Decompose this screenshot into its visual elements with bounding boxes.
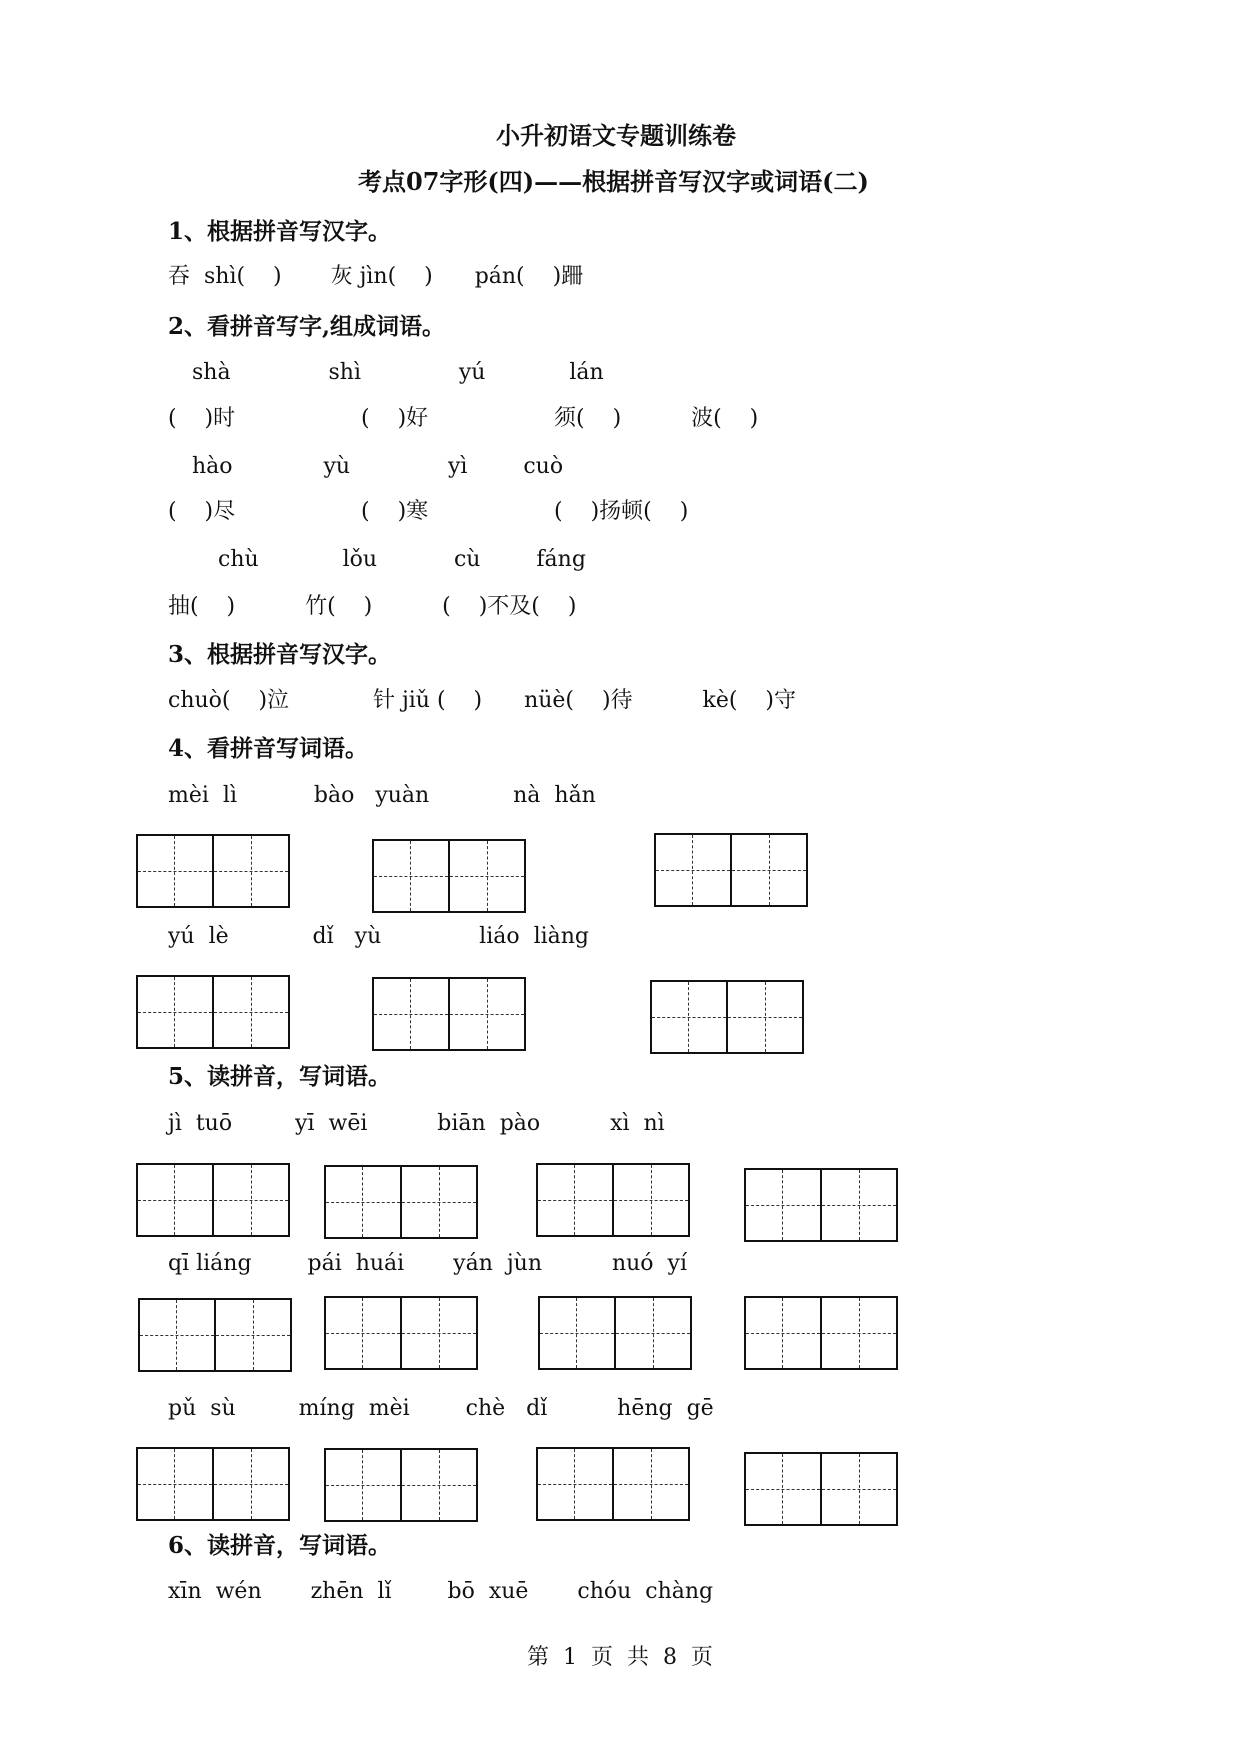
question-3-heading: 3、根据拼音写汉字。	[168, 641, 392, 668]
tianzige-box[interactable]	[744, 1168, 898, 1242]
question-2-row3-text: 抽( ) 竹( ) ( )不及( )	[168, 594, 577, 619]
question-2-row1-text: ( )时 ( )好 须( ) 波( )	[168, 406, 759, 431]
question-5-heading: 5、读拼音，写词语。	[168, 1063, 392, 1090]
question-6-row1-pinyin: xīn wén zhēn lǐ bō xuē chóu chàng	[168, 1579, 714, 1604]
tianzige-box[interactable]	[650, 980, 804, 1054]
tianzige-box[interactable]	[372, 839, 526, 913]
question-1-line: 吞 shì( ) 灰 jìn( ) pán( )跚	[168, 264, 584, 289]
tianzige-box[interactable]	[538, 1296, 692, 1370]
question-5-row1-pinyin: jì tuō yī wēi biān pào xì nì	[168, 1111, 665, 1136]
tianzige-box[interactable]	[138, 1298, 292, 1372]
question-1-heading: 1、根据拼音写汉字。	[168, 218, 392, 245]
tianzige-box[interactable]	[744, 1452, 898, 1526]
tianzige-box[interactable]	[324, 1296, 478, 1370]
question-2-row1-pinyin: shà shì yú lán	[192, 360, 604, 385]
tianzige-box[interactable]	[324, 1448, 478, 1522]
question-4-row2-pinyin: yú lè dǐ yù liáo liàng	[168, 924, 590, 949]
question-5-row3-pinyin: pǔ sù míng mèi chè dǐ hēng gē	[168, 1396, 714, 1421]
tianzige-box[interactable]	[654, 833, 808, 907]
question-4-row1-pinyin: mèi lì bào yuàn nà hǎn	[168, 783, 596, 808]
tianzige-box[interactable]	[136, 834, 290, 908]
tianzige-box[interactable]	[744, 1296, 898, 1370]
tianzige-box[interactable]	[136, 1447, 290, 1521]
page-subtitle: 考点07字形(四)——根据拼音写汉字或词语(二)	[358, 167, 869, 196]
question-4-heading: 4、看拼音写词语。	[168, 735, 369, 762]
question-2-row2-text: ( )尽 ( )寒 ( )扬顿( )	[168, 499, 689, 524]
tianzige-box[interactable]	[136, 975, 290, 1049]
question-2-heading: 2、看拼音写字,组成词语。	[168, 313, 446, 340]
tianzige-box[interactable]	[324, 1165, 478, 1239]
question-6-heading: 6、读拼音，写词语。	[168, 1532, 392, 1559]
question-5-row2-pinyin: qī liáng pái huái yán jùn nuó yí	[168, 1251, 687, 1276]
page-title: 小升初语文专题训练卷	[496, 121, 736, 150]
question-3-line: chuò( )泣 针 jiǔ ( ) nüè( )待 kè( )守	[168, 688, 796, 713]
page-number: 第 1 页 共 8 页	[527, 1645, 713, 1670]
question-2-row3-pinyin: chù lǒu cù fáng	[218, 547, 586, 572]
tianzige-box[interactable]	[136, 1163, 290, 1237]
tianzige-box[interactable]	[536, 1163, 690, 1237]
question-2-row2-pinyin: hào yù yì cuò	[192, 454, 564, 479]
tianzige-box[interactable]	[372, 977, 526, 1051]
tianzige-box[interactable]	[536, 1447, 690, 1521]
